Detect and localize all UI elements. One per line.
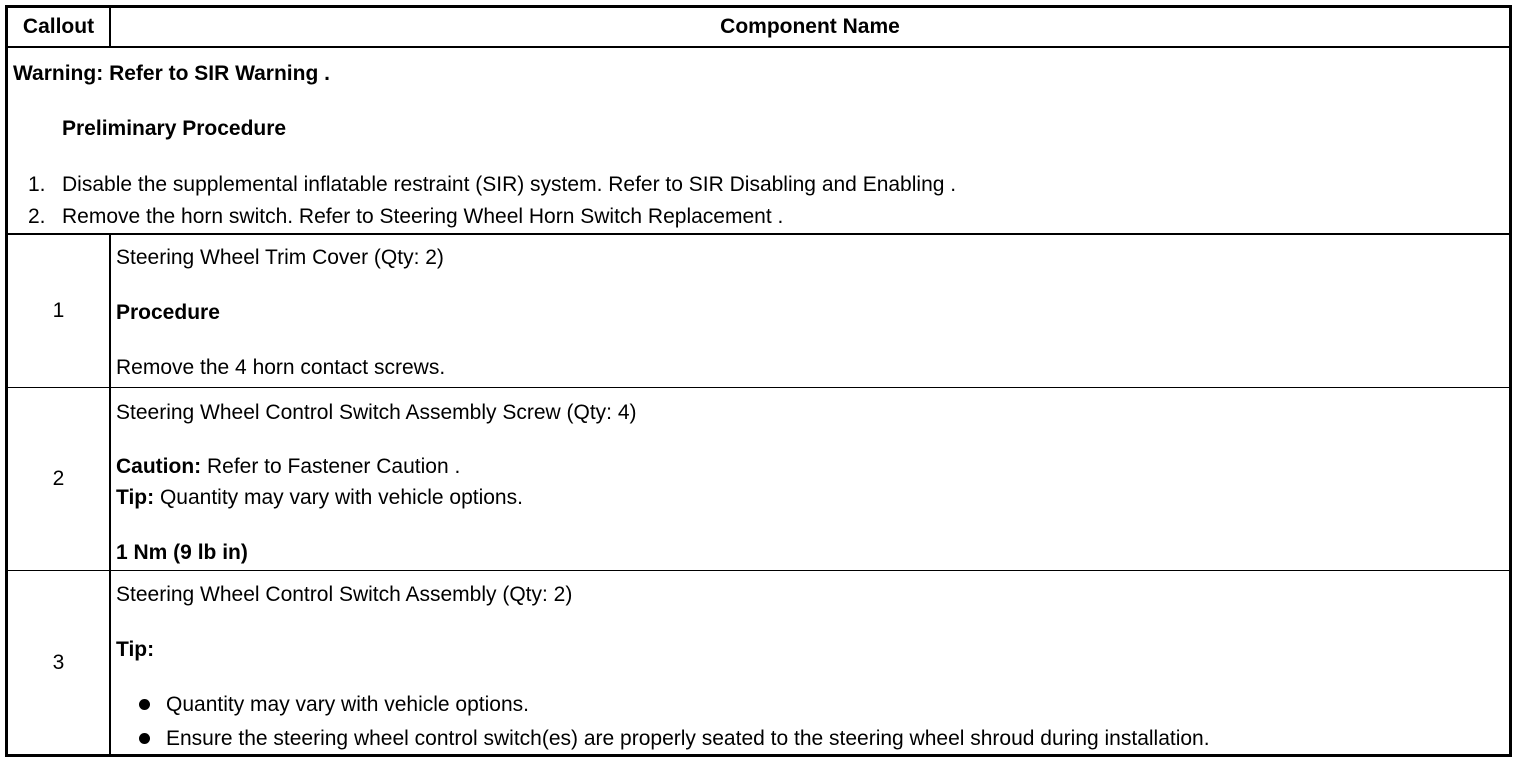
header-callout: Callout [8, 8, 111, 46]
table-row [8, 388, 1509, 571]
bullet-text: Quantity may vary with vehicle options. [166, 693, 529, 716]
table-row [8, 571, 1509, 754]
tip-line [116, 486, 523, 510]
callout-cell: 1 [8, 235, 111, 387]
component-name: Steering Wheel Trim Cover (Qty: 2) [116, 246, 444, 269]
component-table [5, 5, 1512, 757]
step-text: Remove the horn switch. Refer to Steering Wheel Horn Switch Replacement . [62, 205, 784, 228]
preliminary-section [8, 48, 1509, 235]
header-component-name: Component Name [720, 15, 900, 38]
bullet-icon [139, 699, 150, 710]
warning-text: Refer to SIR Warning . [109, 62, 330, 85]
step-text: Disable the supplemental inflatable restraint (SIR) system. Refer to SIR Disabling and Enabling . [62, 173, 957, 196]
component-name: Steering Wheel Control Switch Assembly (Qty: 2) [116, 583, 573, 606]
warning-label: Warning: [13, 62, 104, 85]
torque-spec: 1 Nm (9 lb in) [116, 541, 248, 564]
table-row [8, 235, 1509, 388]
bullet-text: Ensure the steering wheel control switch(es) are properly seated to the steering wheel shroud during installation. [166, 727, 1210, 750]
callout-cell: 2 [8, 388, 111, 570]
component-name: Steering Wheel Control Switch Assembly Screw (Qty: 4) [116, 401, 637, 424]
caution-text: Refer to Fastener Caution . [207, 455, 461, 478]
callout-cell: 3 [8, 571, 111, 754]
caution-line [116, 455, 460, 479]
procedure-label: Procedure [116, 301, 220, 324]
tip-text: Quantity may vary with vehicle options. [159, 486, 523, 509]
caution-label: Caution: [116, 455, 202, 478]
preliminary-heading: Preliminary Procedure [62, 117, 287, 140]
table-header-row [8, 8, 1509, 48]
tip-label: Tip: [116, 486, 155, 509]
tip-label: Tip: [116, 638, 155, 661]
bullet-icon [139, 733, 150, 744]
warning-line [13, 62, 330, 86]
step-number: 2. [28, 205, 46, 228]
step-number: 1. [28, 173, 46, 196]
procedure-text: Remove the 4 horn contact screws. [116, 356, 446, 379]
